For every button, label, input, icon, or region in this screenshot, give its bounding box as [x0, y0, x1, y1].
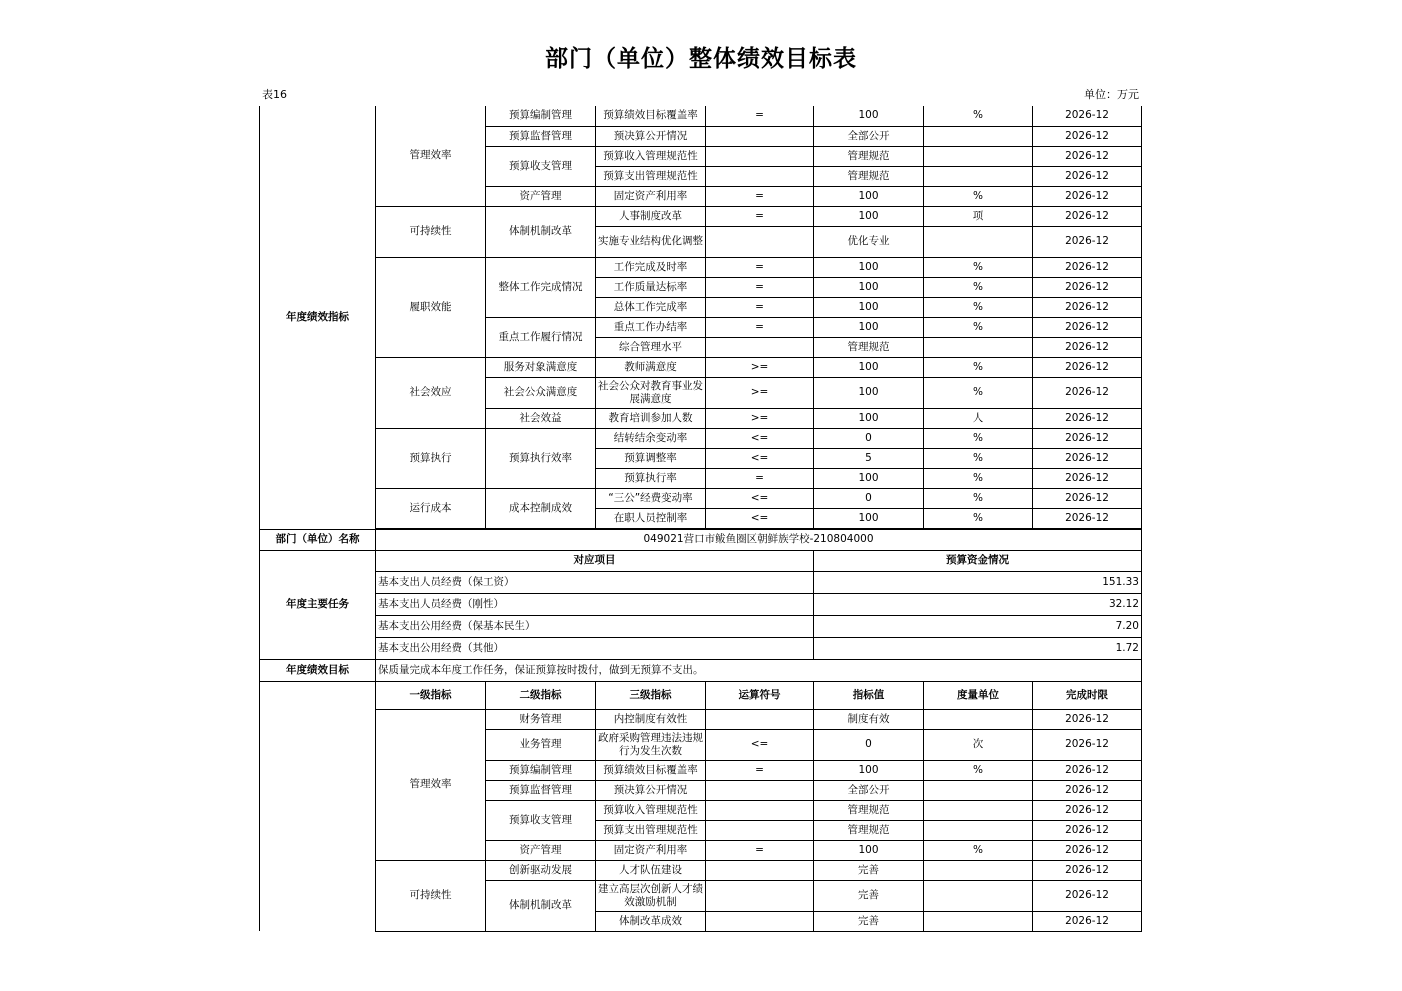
unit-cell: %	[924, 377, 1033, 408]
value-cell: 管理规范	[814, 800, 924, 820]
level3-cell: 在职人员控制率	[596, 508, 706, 528]
deadline-cell: 2026-12	[1033, 317, 1142, 337]
deadline-cell: 2026-12	[1033, 126, 1142, 146]
level3-cell: 政府采购管理违法违规行为发生次数	[596, 729, 706, 760]
operator-cell	[706, 146, 814, 166]
deadline-cell: 2026-12	[1033, 448, 1142, 468]
task-name: 基本支出人员经费（保工资）	[376, 571, 814, 593]
value-cell: 管理规范	[814, 337, 924, 357]
header-level1: 一级指标	[376, 681, 486, 709]
operator-cell: =	[706, 277, 814, 297]
value-cell: 0	[814, 428, 924, 448]
deadline-cell: 2026-12	[1033, 709, 1142, 729]
deadline-cell: 2026-12	[1033, 780, 1142, 800]
unit-cell	[924, 709, 1033, 729]
value-cell: 100	[814, 186, 924, 206]
section-label: 年度绩效指标	[260, 106, 376, 529]
value-cell: 100	[814, 297, 924, 317]
operator-cell: <=	[706, 488, 814, 508]
level3-cell: 社会公众对教育事业发展满意度	[596, 377, 706, 408]
task-name: 基本支出公用经费（保基本民生）	[376, 615, 814, 637]
unit-cell	[924, 780, 1033, 800]
value-cell: 管理规范	[814, 146, 924, 166]
deadline-cell: 2026-12	[1033, 277, 1142, 297]
value-cell: 全部公开	[814, 126, 924, 146]
deadline-cell: 2026-12	[1033, 860, 1142, 880]
level1-cell: 运行成本	[376, 488, 486, 528]
value-cell: 完善	[814, 860, 924, 880]
level2-cell: 预算编制管理	[486, 106, 596, 126]
value-cell: 制度有效	[814, 709, 924, 729]
unit-cell	[924, 880, 1033, 911]
level3-cell: 预算绩效目标覆盖率	[596, 760, 706, 780]
header-level2: 二级指标	[486, 681, 596, 709]
deadline-cell: 2026-12	[1033, 226, 1142, 257]
task-amount: 1.72	[814, 637, 1142, 659]
deadline-cell: 2026-12	[1033, 820, 1142, 840]
header-operator: 运算符号	[706, 681, 814, 709]
level3-cell: 总体工作完成率	[596, 297, 706, 317]
unit-cell: %	[924, 357, 1033, 377]
dept-label: 部门（单位）名称	[260, 529, 376, 550]
unit-cell	[924, 337, 1033, 357]
value-cell: 100	[814, 508, 924, 528]
level3-cell: 预决算公开情况	[596, 780, 706, 800]
operator-cell	[706, 126, 814, 146]
value-cell: 完善	[814, 880, 924, 911]
level3-cell: 重点工作办结率	[596, 317, 706, 337]
level3-cell: 工作质量达标率	[596, 277, 706, 297]
deadline-cell: 2026-12	[1033, 377, 1142, 408]
value-cell: 100	[814, 377, 924, 408]
unit-cell: %	[924, 840, 1033, 860]
deadline-cell: 2026-12	[1033, 468, 1142, 488]
operator-cell	[706, 911, 814, 931]
value-cell: 完善	[814, 911, 924, 931]
unit-cell	[924, 146, 1033, 166]
deadline-cell: 2026-12	[1033, 800, 1142, 820]
unit-cell: %	[924, 488, 1033, 508]
operator-cell: >=	[706, 357, 814, 377]
level3-cell: 教育培训参加人数	[596, 408, 706, 428]
header-deadline: 完成时限	[1033, 681, 1142, 709]
operator-cell	[706, 166, 814, 186]
level3-cell: 预算调整率	[596, 448, 706, 468]
level1-cell: 预算执行	[376, 428, 486, 488]
operator-cell: <=	[706, 729, 814, 760]
level1-cell: 可持续性	[376, 206, 486, 257]
task-name: 基本支出公用经费（其他）	[376, 637, 814, 659]
operator-cell: >=	[706, 408, 814, 428]
level3-cell: 预决算公开情况	[596, 126, 706, 146]
value-cell: 100	[814, 277, 924, 297]
operator-cell	[706, 820, 814, 840]
level1-cell: 履职效能	[376, 257, 486, 357]
unit-cell: 人	[924, 408, 1033, 428]
level2-cell: 预算监督管理	[486, 126, 596, 146]
level3-cell: 预算支出管理规范性	[596, 820, 706, 840]
level3-cell: 人事制度改革	[596, 206, 706, 226]
unit-cell: %	[924, 468, 1033, 488]
level1-cell: 社会效应	[376, 357, 486, 428]
level3-cell: 预算收入管理规范性	[596, 146, 706, 166]
deadline-cell: 2026-12	[1033, 428, 1142, 448]
operator-cell	[706, 337, 814, 357]
deadline-cell: 2026-12	[1033, 166, 1142, 186]
level3-cell: “三公”经费变动率	[596, 488, 706, 508]
operator-cell: =	[706, 468, 814, 488]
unit-cell: %	[924, 760, 1033, 780]
deadline-cell: 2026-12	[1033, 408, 1142, 428]
value-cell: 100	[814, 357, 924, 377]
operator-cell: =	[706, 297, 814, 317]
value-cell: 100	[814, 760, 924, 780]
task-amount: 151.33	[814, 571, 1142, 593]
operator-cell: =	[706, 206, 814, 226]
task-name: 基本支出人员经费（刚性）	[376, 593, 814, 615]
level3-cell: 结转结余变动率	[596, 428, 706, 448]
table-number: 表16	[262, 88, 287, 101]
operator-cell	[706, 880, 814, 911]
level3-cell: 建立高层次创新人才绩效激励机制	[596, 880, 706, 911]
level3-cell: 内控制度有效性	[596, 709, 706, 729]
value-cell: 0	[814, 488, 924, 508]
operator-cell	[706, 780, 814, 800]
value-cell: 管理规范	[814, 820, 924, 840]
level3-cell: 综合管理水平	[596, 337, 706, 357]
header-unit: 度量单位	[924, 681, 1033, 709]
level2-cell: 社会公众满意度	[486, 377, 596, 408]
deadline-cell: 2026-12	[1033, 488, 1142, 508]
dept-value: 049021营口市鲅鱼圈区朝鲜族学校-210804000	[376, 529, 1142, 550]
task-amount: 7.20	[814, 615, 1142, 637]
level2-cell: 预算收支管理	[486, 146, 596, 186]
deadline-cell: 2026-12	[1033, 186, 1142, 206]
goal-label: 年度绩效目标	[260, 659, 376, 681]
tasks-label: 年度主要任务	[260, 550, 376, 659]
unit-cell: %	[924, 257, 1033, 277]
tasks-budget-header: 预算资金情况	[814, 550, 1142, 571]
deadline-cell: 2026-12	[1033, 508, 1142, 528]
level3-cell: 预算绩效目标覆盖率	[596, 106, 706, 126]
level2-cell: 财务管理	[486, 709, 596, 729]
unit-cell: %	[924, 297, 1033, 317]
level2-cell: 重点工作履行情况	[486, 317, 596, 357]
tasks-project-header: 对应项目	[376, 550, 814, 571]
level3-cell: 固定资产利用率	[596, 840, 706, 860]
unit-cell	[924, 126, 1033, 146]
level3-cell: 预算收入管理规范性	[596, 800, 706, 820]
level3-cell: 预算执行率	[596, 468, 706, 488]
operator-cell	[706, 226, 814, 257]
value-cell: 100	[814, 468, 924, 488]
unit-cell: 次	[924, 729, 1033, 760]
level2-cell: 资产管理	[486, 186, 596, 206]
unit-cell: %	[924, 448, 1033, 468]
level2-cell: 成本控制成效	[486, 488, 596, 528]
level3-cell: 固定资产利用率	[596, 186, 706, 206]
value-cell: 5	[814, 448, 924, 468]
level2-cell: 资产管理	[486, 840, 596, 860]
value-cell: 100	[814, 317, 924, 337]
operator-cell: =	[706, 760, 814, 780]
deadline-cell: 2026-12	[1033, 880, 1142, 911]
level2-cell: 预算执行效率	[486, 428, 596, 488]
operator-cell: <=	[706, 508, 814, 528]
operator-cell	[706, 800, 814, 820]
value-cell: 100	[814, 257, 924, 277]
level3-cell: 工作完成及时率	[596, 257, 706, 277]
unit-cell: %	[924, 106, 1033, 126]
level2-cell: 业务管理	[486, 729, 596, 760]
section2-label-cell	[260, 681, 376, 931]
level1-cell: 管理效率	[376, 709, 486, 860]
level3-cell: 体制改革成效	[596, 911, 706, 931]
unit-cell: %	[924, 277, 1033, 297]
deadline-cell: 2026-12	[1033, 357, 1142, 377]
value-cell: 100	[814, 106, 924, 126]
level2-cell: 创新驱动发展	[486, 860, 596, 880]
level2-cell: 整体工作完成情况	[486, 257, 596, 317]
deadline-cell: 2026-12	[1033, 840, 1142, 860]
deadline-cell: 2026-12	[1033, 106, 1142, 126]
deadline-cell: 2026-12	[1033, 760, 1142, 780]
performance-table	[259, 106, 1142, 932]
value-cell: 管理规范	[814, 166, 924, 186]
level2-cell: 服务对象满意度	[486, 357, 596, 377]
deadline-cell: 2026-12	[1033, 729, 1142, 760]
operator-cell: <=	[706, 428, 814, 448]
operator-cell	[706, 709, 814, 729]
deadline-cell: 2026-12	[1033, 911, 1142, 931]
unit-cell: %	[924, 428, 1033, 448]
deadline-cell: 2026-12	[1033, 257, 1142, 277]
header-value: 指标值	[814, 681, 924, 709]
task-amount: 32.12	[814, 593, 1142, 615]
unit-cell: %	[924, 508, 1033, 528]
deadline-cell: 2026-12	[1033, 206, 1142, 226]
level3-cell: 教师满意度	[596, 357, 706, 377]
unit-cell	[924, 820, 1033, 840]
level1-cell: 可持续性	[376, 860, 486, 931]
operator-cell: =	[706, 317, 814, 337]
deadline-cell: 2026-12	[1033, 146, 1142, 166]
value-cell: 0	[814, 729, 924, 760]
value-cell: 100	[814, 840, 924, 860]
deadline-cell: 2026-12	[1033, 297, 1142, 317]
header-level3: 三级指标	[596, 681, 706, 709]
level2-cell: 预算收支管理	[486, 800, 596, 840]
unit-cell: 项	[924, 206, 1033, 226]
unit-cell: %	[924, 317, 1033, 337]
level1-cell: 管理效率	[376, 106, 486, 206]
level2-cell: 预算编制管理	[486, 760, 596, 780]
level3-cell: 人才队伍建设	[596, 860, 706, 880]
value-cell: 100	[814, 408, 924, 428]
unit-cell: %	[924, 186, 1033, 206]
value-cell: 优化专业	[814, 226, 924, 257]
level2-cell: 体制机制改革	[486, 206, 596, 257]
level2-cell: 预算监督管理	[486, 780, 596, 800]
operator-cell: >=	[706, 377, 814, 408]
operator-cell: <=	[706, 448, 814, 468]
level2-cell: 体制机制改革	[486, 880, 596, 931]
deadline-cell: 2026-12	[1033, 337, 1142, 357]
page-title: 部门（单位）整体绩效目标表	[545, 45, 857, 72]
unit-cell	[924, 166, 1033, 186]
value-cell: 全部公开	[814, 780, 924, 800]
unit-cell	[924, 860, 1033, 880]
operator-cell: =	[706, 186, 814, 206]
operator-cell	[706, 860, 814, 880]
unit-cell	[924, 800, 1033, 820]
goal-value: 保质量完成本年度工作任务，保证预算按时拨付，做到无预算不支出。	[376, 659, 1142, 681]
level3-cell: 预算支出管理规范性	[596, 166, 706, 186]
value-cell: 100	[814, 206, 924, 226]
operator-cell: =	[706, 840, 814, 860]
level3-cell: 实施专业结构优化调整	[596, 226, 706, 257]
operator-cell: =	[706, 106, 814, 126]
unit-cell	[924, 911, 1033, 931]
level2-cell: 社会效益	[486, 408, 596, 428]
unit-cell	[924, 226, 1033, 257]
unit-label: 单位：万元	[1084, 88, 1139, 101]
operator-cell: =	[706, 257, 814, 277]
